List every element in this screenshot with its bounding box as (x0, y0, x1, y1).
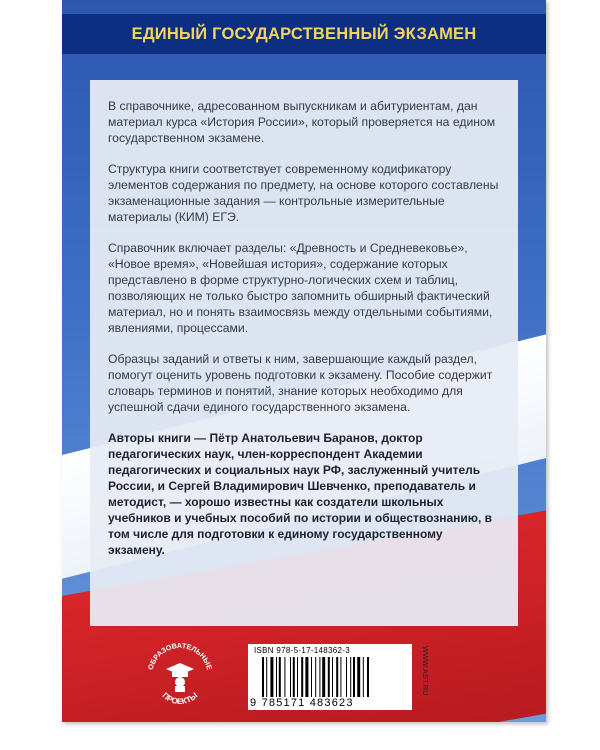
barcode-stripe (290, 657, 291, 697)
barcode-number: 9 785171 483623 (250, 697, 354, 709)
banner-title: ЕДИНЫЙ ГОСУДАРСТВЕННЫЙ ЭКЗАМЕН (131, 24, 477, 43)
barcode-stripe (350, 657, 351, 697)
paragraph-samples: Образцы заданий и ответы к ним, завершающие каждый раздел, помогут оценить уровень подготовки к экзамену. Пособие содержит словарь терминов и понятий, знание которых необходимо для успешной сдачи единого государственного экзамена. (108, 352, 493, 414)
isbn-label: ISBN 978-5-17-148362-3 (254, 646, 350, 655)
barcode-stripe (262, 657, 264, 697)
logo-text-top: ОБРАЗОВАТЕЛЬНЫЕ (145, 640, 215, 671)
publisher-website: WWW.AST.RU (421, 646, 430, 696)
barcode-stripe (340, 657, 341, 697)
barcode-stripe (276, 657, 277, 697)
barcode-stripe (301, 657, 303, 697)
barcode-stripe (279, 657, 281, 697)
barcode-stripe (332, 657, 333, 697)
barcode-stripe (266, 657, 267, 697)
cover-footer (62, 636, 546, 722)
barcode-stripe (367, 657, 369, 697)
paragraph-intro: В справочнике, адресованном выпускникам и абитуриентам, дан материал курса «История России», который проверяется на едином государственном экзамене. (108, 99, 496, 145)
book-back-cover (62, 0, 546, 722)
publisher-logo-icon (142, 636, 218, 712)
barcode-stripe (336, 657, 338, 697)
exam-banner (62, 14, 546, 54)
barcode-stripe (353, 657, 355, 697)
svg-text:ПРОЕКТЫ (161, 691, 200, 706)
description-panel (90, 80, 518, 626)
barcode-stripe (311, 657, 312, 697)
barcode-stripe (270, 657, 273, 697)
barcode-stripe (293, 657, 295, 697)
barcode-stripe (357, 657, 360, 697)
barcode-bars (262, 657, 402, 697)
paragraph-structure: Структура книги соответствует современному кодификатору элементов содержания по предмету, на основе которого составлены экзаменационные задания — контрольные измерительные материалы (КИМ) ЕГЭ. (108, 162, 499, 224)
barcode-stripe (328, 657, 330, 697)
barcode-block (248, 644, 412, 710)
barcode-stripe (315, 657, 316, 697)
barcode-stripe (297, 657, 298, 697)
barcode-stripe (284, 657, 285, 697)
paragraph-authors: Авторы книги — Пётр Анатольевич Баранов, доктор педагогических наук, член-корреспондент Академии педагогических и социальных наук РФ, заслуженный учитель России, и Сергей Владимирович Шевченко, преподаватель и методист, — хорошо известны как создатели школьных учебников и учебных пособий по истории и обществознанию, в том числе для подготовки к единому государственному экзамену. (108, 431, 493, 557)
paragraph-sections: Справочник включает разделы: «Древность и Средневековье», «Новое время», «Новейшая история», содержание которых представлено в форме структурно-логических схем и таблиц, позволяющих не только быстро запомнить обширный фактический материал, но и понять взаимосвязь между отдельными событиями, явлениями, процессами. (108, 241, 493, 335)
barcode-stripe (363, 657, 364, 697)
barcode-stripe (346, 657, 347, 697)
barcode-stripe (305, 657, 308, 697)
logo-text-bottom: ПРОЕКТЫ (160, 690, 200, 707)
barcode-stripe (319, 657, 320, 697)
barcode-stripe (322, 657, 325, 697)
